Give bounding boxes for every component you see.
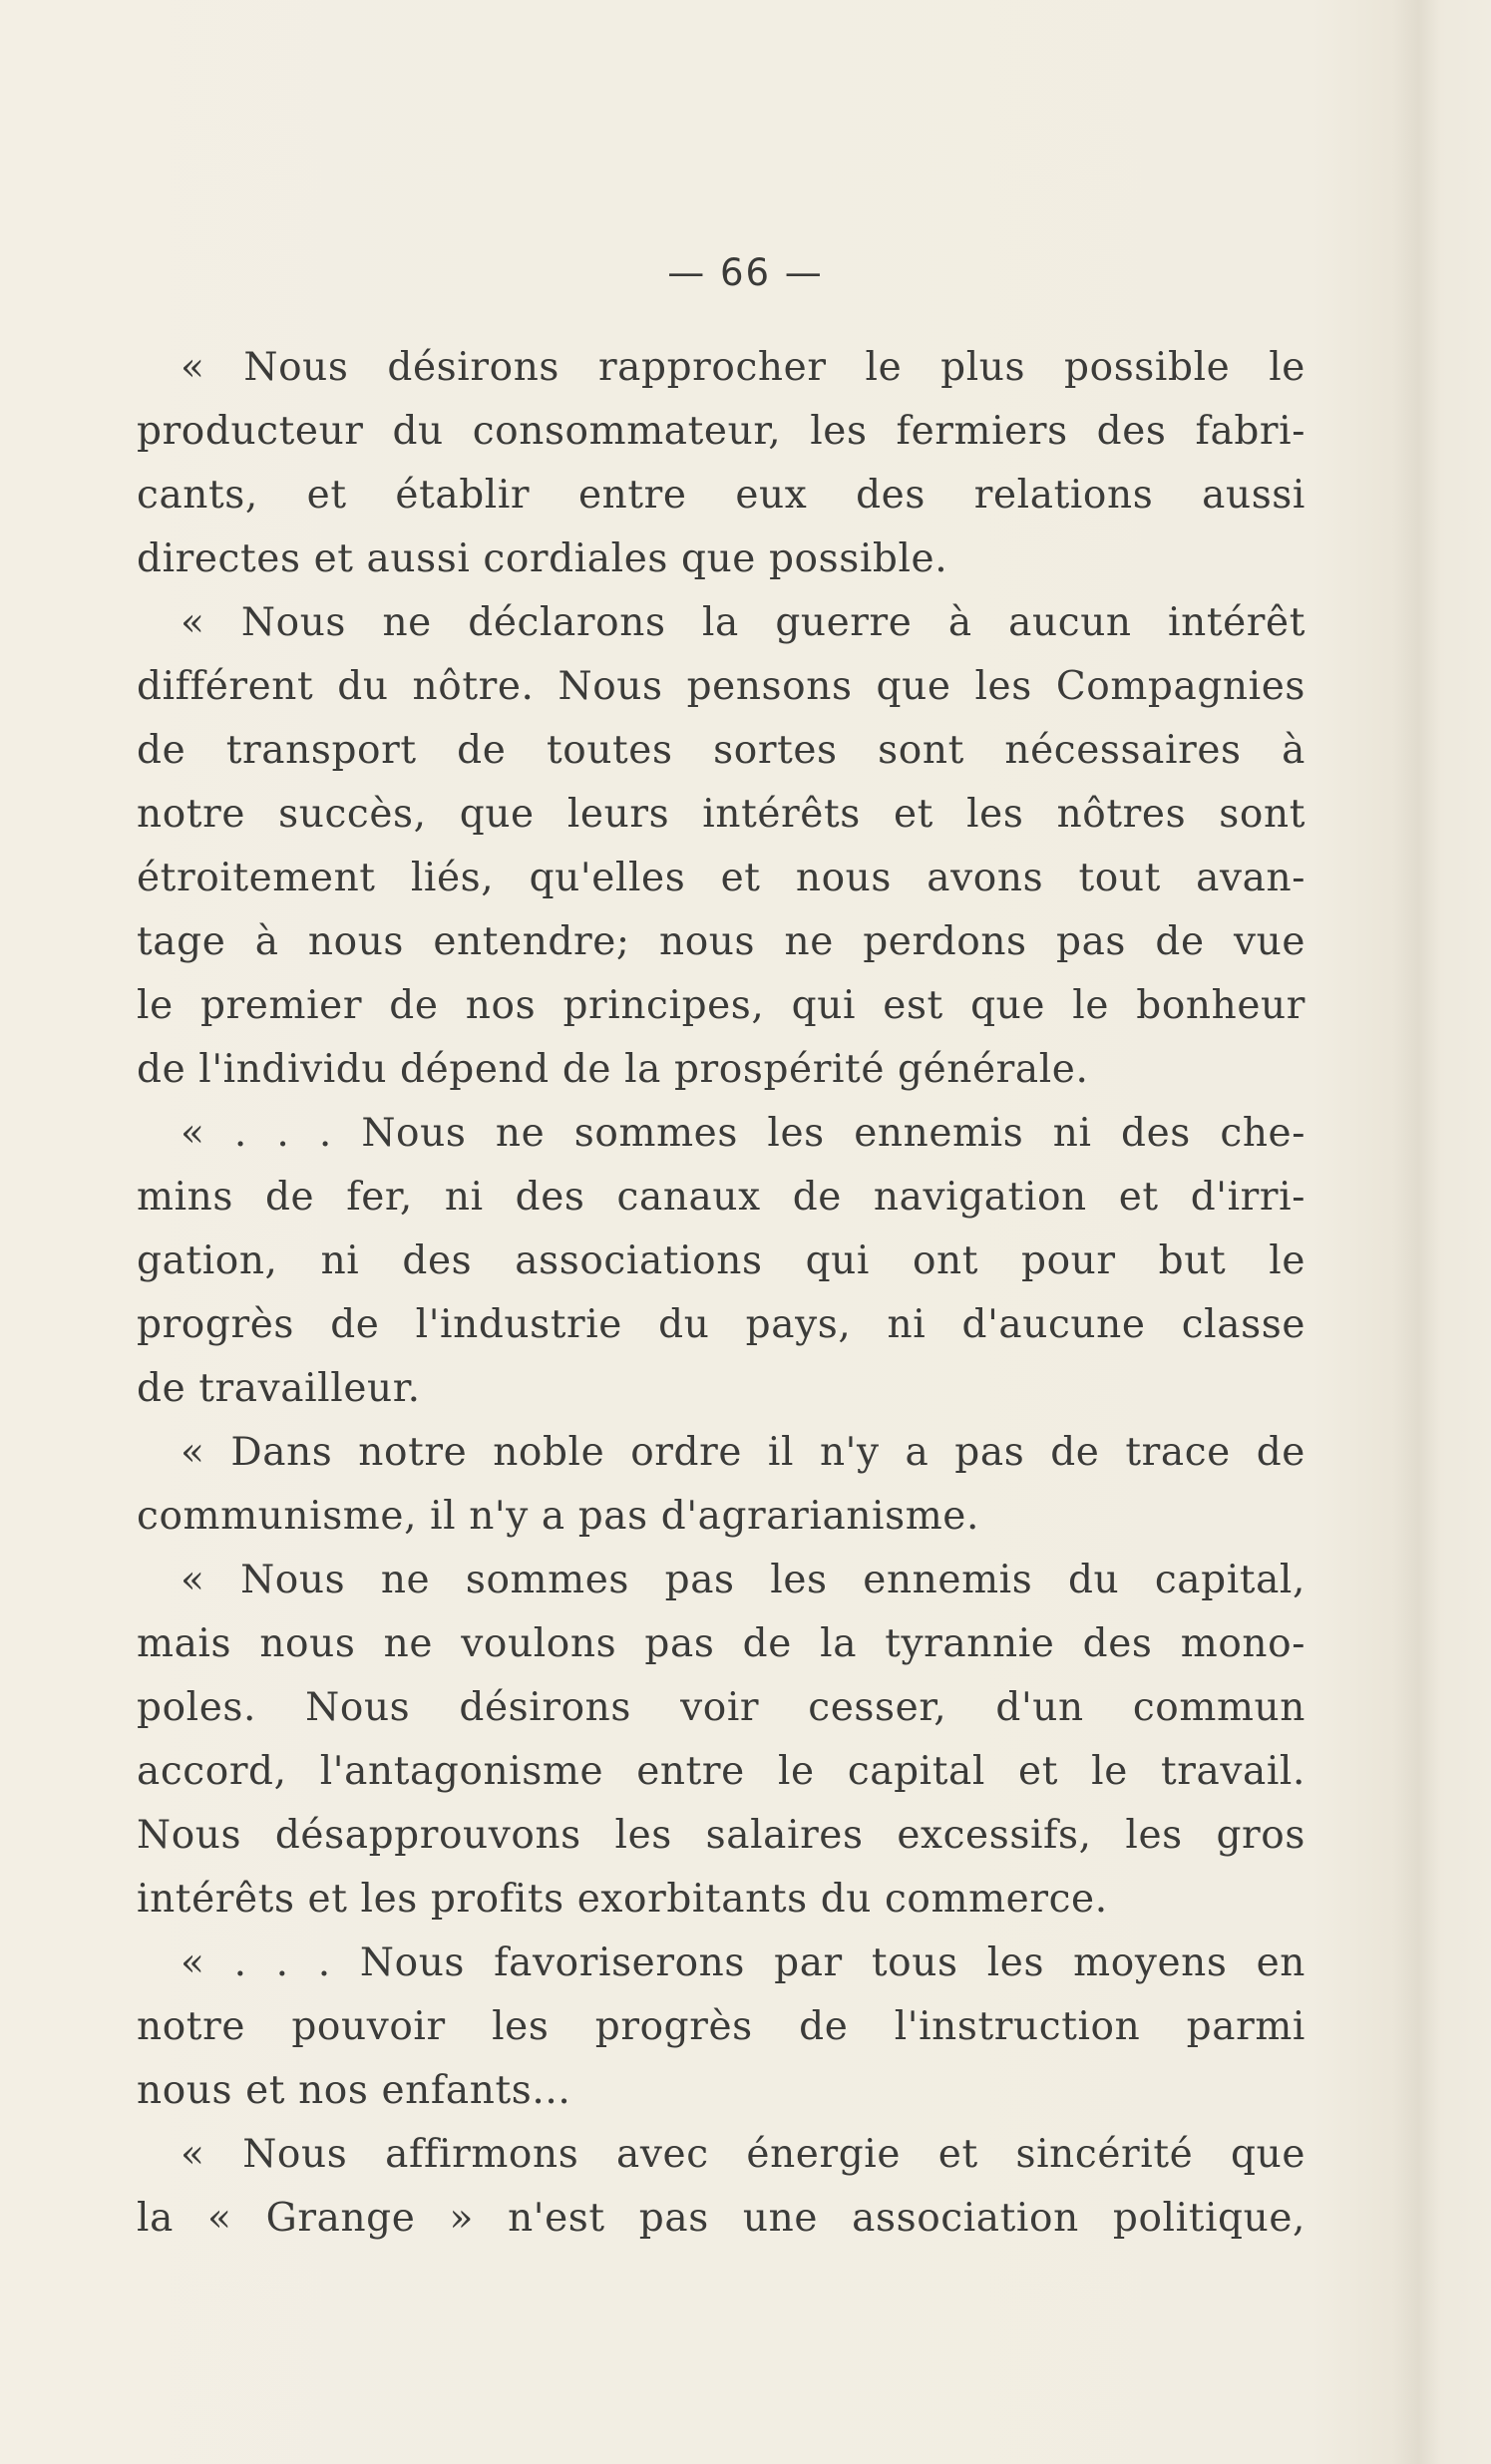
text-line: producteur du consommateur, les fermiers des fabri-	[137, 409, 1305, 454]
text-line: gation, ni des associations qui ont pour but le	[137, 1238, 1305, 1283]
text-line: de l'individu dépend de la prospérité générale.	[137, 1047, 1089, 1092]
text-line: cants, et établir entre eux des relations aussi	[137, 473, 1305, 518]
text-line: nous et nos enfants...	[137, 2068, 571, 2113]
text-line: accord, l'antagonisme entre le capital et le travail.	[137, 1749, 1305, 1794]
text-line: étroitement liés, qu'elles et nous avons tout avan-	[137, 856, 1305, 900]
text-line: la « Grange » n'est pas une association politique,	[137, 2196, 1305, 2241]
text-line: différent du nôtre. Nous pensons que les Compagnies	[137, 664, 1305, 709]
text-line: directes et aussi cordiales que possible.	[137, 536, 948, 581]
text-line: notre pouvoir les progrès de l'instruction parmi	[137, 2004, 1305, 2049]
text-line: « Nous ne déclarons la guerre à aucun intérêt	[181, 600, 1305, 645]
text-line: « . . . Nous favoriserons par tous les moyens en	[181, 1940, 1305, 1985]
text-line: « Nous ne sommes pas les ennemis du capital,	[181, 1558, 1305, 1602]
text-line: intérêts et les profits exorbitants du commerce.	[137, 1877, 1108, 1922]
text-line: « Dans notre noble ordre il n'y a pas de trace de	[181, 1430, 1305, 1475]
text-line: de travailleur.	[137, 1366, 421, 1411]
text-line: « Nous affirmons avec énergie et sincérité que	[181, 2132, 1305, 2177]
text-line: le premier de nos principes, qui est que le bonheur	[137, 983, 1305, 1028]
text-line: tage à nous entendre; nous ne perdons pas de vue	[137, 919, 1305, 964]
text-line: progrès de l'industrie du pays, ni d'aucune classe	[137, 1302, 1305, 1347]
text-line: « . . . Nous ne sommes les ennemis ni des che-	[181, 1111, 1305, 1156]
text-line: Nous désapprouvons les salaires excessifs, les gros	[137, 1813, 1305, 1858]
text-line: communisme, il n'y a pas d'agrarianisme.	[137, 1494, 979, 1539]
text-line: mins de fer, ni des canaux de navigation et d'irri-	[137, 1175, 1305, 1220]
page-gutter-shadow	[1391, 0, 1441, 2464]
body-text	[137, 336, 1305, 2251]
text-line: mais nous ne voulons pas de la tyrannie des mono-	[137, 1621, 1305, 1666]
text-line: « Nous désirons rapprocher le plus possible le	[181, 345, 1305, 390]
page-number: — 66 —	[667, 251, 824, 294]
text-line: poles. Nous désirons voir cesser, d'un commun	[137, 1685, 1305, 1730]
text-line: notre succès, que leurs intérêts et les nôtres sont	[137, 792, 1305, 837]
text-line: de transport de toutes sortes sont nécessaires à	[137, 728, 1305, 773]
